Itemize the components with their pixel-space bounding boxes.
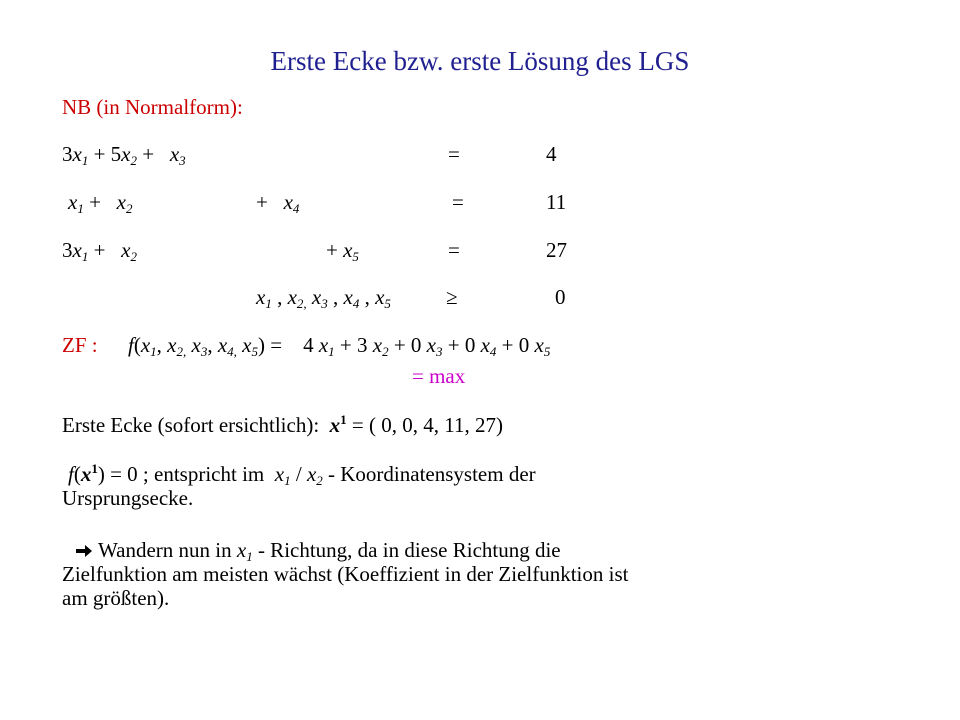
constraint-3-rhs: 27 [546, 238, 567, 262]
f-value-line-2: Ursprungsecke. [62, 486, 194, 510]
constraint-3-lhs: $3x_1 + x_2$ [62, 238, 137, 264]
nb-heading: NB (in Normalform): [62, 95, 243, 119]
constraint-1-rhs: 4 [546, 142, 557, 166]
constraint-2-rhs: 11 [546, 190, 567, 214]
constraint-2-equals: = [452, 190, 464, 214]
wander-line-2: Zielfunktion am meisten wächst (Koeffizient in der Zielfunktion ist [62, 562, 629, 586]
f-value-tail: - Koordinatensystem der [328, 462, 536, 486]
constraint-1-equals: = [448, 142, 460, 166]
geq-sign: ≥ [446, 285, 458, 309]
constraint-2-lhs: $x_1 + x_2$ [68, 190, 133, 216]
page-title: Erste Ecke bzw. erste Lösung des LGS [270, 46, 690, 76]
constraint-1-lhs: $3x_1 + 5x_2 + x_3$ [62, 142, 186, 168]
nonnegativity-vars: $x_1$ , $x_{2,}$ $x_3$ , $x_4$ , $x_5$ [256, 285, 391, 311]
zf-label: ZF : [62, 333, 98, 357]
f-value-line-1: $f(x^1) = 0$ ; entspricht im $x_1 / x_2$ - Koordinatensystem der [68, 461, 536, 488]
constraint-2-slack: + $x_4$ [256, 190, 300, 216]
first-corner-line: Erste Ecke (sofort ersichtlich): $x^1$ = ( 0, 0, 4, 11, 27) [62, 412, 503, 437]
constraint-3-equals: = [448, 238, 460, 262]
objective-function: $f(x_1$, $x_{2,}$ $x_3$, $x_{4,}$ $x_5$) = 4 $x_1 + 3$ $x_2 + 0$ $x_3 + 0$ $x_4 + 0$ $x_5$ [128, 333, 551, 359]
wander-text-2: - Richtung, da in diese Richtung die [257, 538, 561, 562]
first-corner-values: = ( 0, 0, 4, 11, 27) [351, 413, 503, 437]
wander-paragraph [62, 538, 802, 610]
nonnegativity-rhs: 0 [555, 285, 566, 309]
f-value-paragraph [62, 462, 802, 510]
wander-line-1: Wandern nun in $x_1$ - Richtung, da in diese Richtung die [62, 538, 802, 562]
first-corner-label: Erste Ecke (sofort ersichtlich): [62, 413, 320, 437]
wander-text-1: Wandern nun in [98, 538, 232, 562]
arrow-right-icon [76, 538, 92, 562]
objective-max: = max [412, 364, 466, 388]
constraint-3-slack: + $x_5$ [326, 238, 359, 264]
wander-line-3: am größten). [62, 586, 170, 610]
f-value-text: = 0 ; entspricht im [110, 462, 265, 486]
